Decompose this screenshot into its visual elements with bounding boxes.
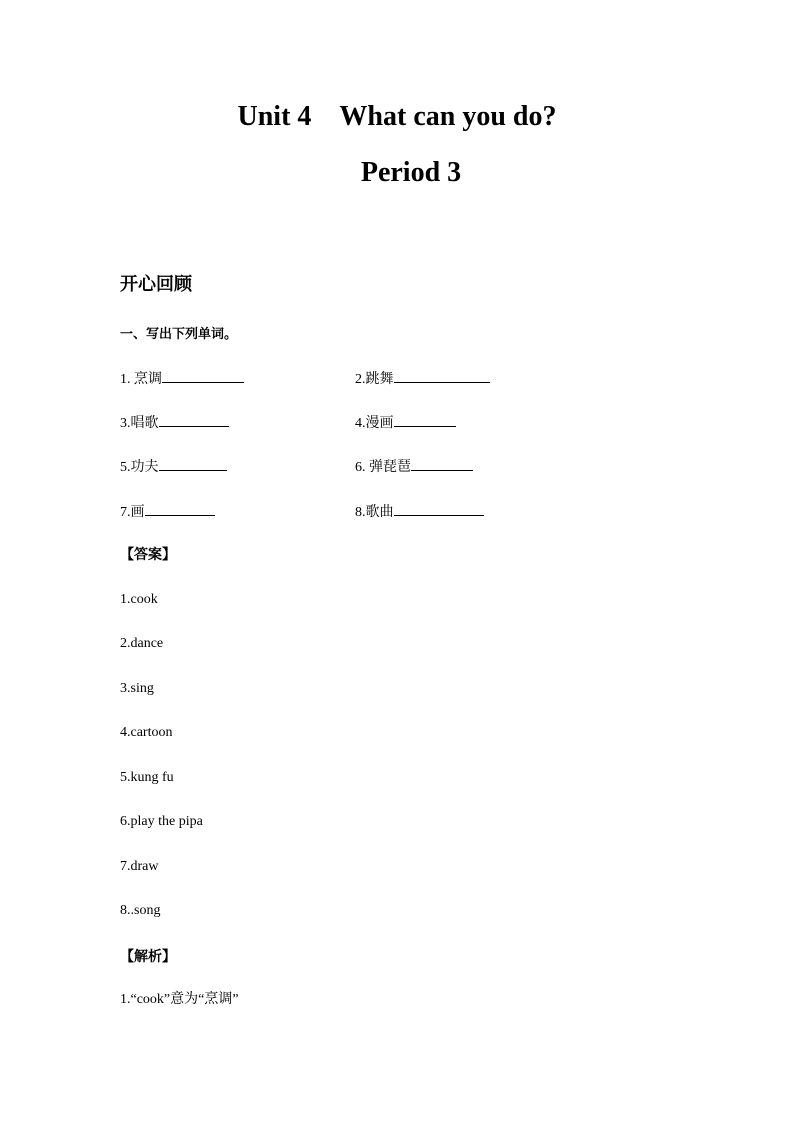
answer-blank[interactable] <box>159 456 227 471</box>
answer-blank[interactable] <box>159 412 229 427</box>
exercise-item-4 <box>355 412 456 433</box>
unit-number: Unit 4 <box>237 101 312 132</box>
analysis-heading: 【解析】 <box>120 949 176 965</box>
exercise-item-7 <box>120 501 215 522</box>
period-title: Period 3 <box>360 157 462 188</box>
unit-question: What can you do? <box>339 101 557 132</box>
exercise-item-1 <box>120 368 244 389</box>
answer-blank[interactable] <box>394 412 456 427</box>
answer-blank[interactable] <box>145 501 215 516</box>
exercise-item-8 <box>355 501 484 522</box>
answer-item: 2.dance <box>120 636 164 651</box>
answer-blank[interactable] <box>394 368 490 383</box>
answer-item: 8..song <box>120 903 161 918</box>
section-heading: 开心回顾 <box>120 274 192 295</box>
answer-item: 6.play the pipa <box>120 814 203 829</box>
answer-blank[interactable] <box>162 368 244 383</box>
analysis-item: 1.“cook”意为“烹调” <box>120 992 239 1007</box>
exercise-item-2 <box>355 368 490 389</box>
exercise-item-6 <box>355 456 473 477</box>
exercise-prompt: 一、写出下列单词。 <box>120 327 238 342</box>
exercise-item-label: 8.歌曲 <box>355 505 394 520</box>
exercise-item-label: 6. 弹琵琶 <box>355 460 411 475</box>
answer-item: 4.cartoon <box>120 725 173 740</box>
exercise-item-label: 4.漫画 <box>355 416 394 431</box>
exercise-item-3 <box>120 412 229 433</box>
answer-blank[interactable] <box>411 456 473 471</box>
answer-item: 7.draw <box>120 859 159 874</box>
unit-title <box>0 100 794 134</box>
answer-item: 5.kung fu <box>120 770 174 785</box>
answer-blank[interactable] <box>394 501 484 516</box>
exercise-item-label: 5.功夫 <box>120 460 159 475</box>
answer-item: 1.cook <box>120 592 158 607</box>
exercise-item-label: 1. 烹调 <box>120 372 162 387</box>
exercise-item-5 <box>120 456 227 477</box>
answer-item: 3.sing <box>120 681 154 696</box>
exercise-item-label: 3.唱歌 <box>120 416 159 431</box>
exercise-item-label: 2.跳舞 <box>355 372 394 387</box>
exercise-item-label: 7.画 <box>120 505 145 520</box>
answers-heading: 【答案】 <box>120 547 176 563</box>
